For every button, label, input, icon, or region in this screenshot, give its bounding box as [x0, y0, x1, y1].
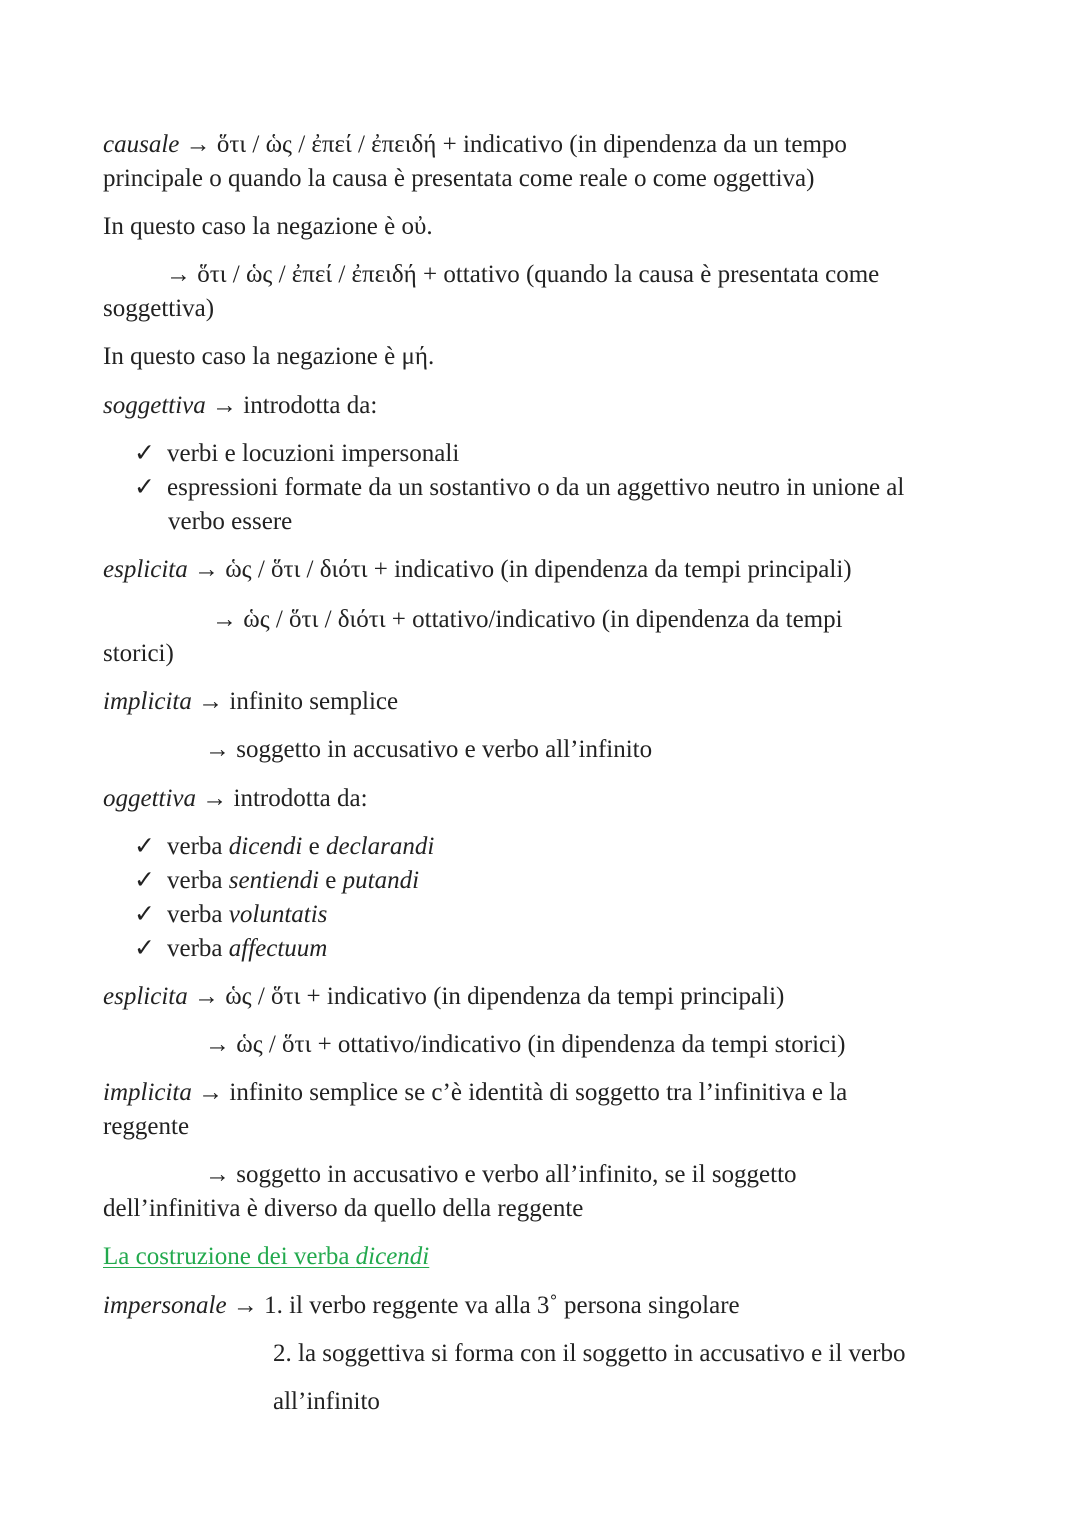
implicita-infinito-text: → infinito semplice: [191, 688, 399, 715]
check-item-italic: putandi: [342, 867, 420, 894]
section-heading-dicendi: [103, 1240, 429, 1274]
section-heading-text: La costruzione dei verba: [103, 1243, 356, 1270]
esplicita-indicativo-text: → ὡς / ὅτι / διότι + indicativo (in dipendenza da tempi principali): [187, 556, 852, 583]
check-item-text: verba: [167, 935, 229, 962]
impersonale-line-1: [103, 1289, 740, 1323]
check-item-text: verbi e locuzioni impersonali: [167, 440, 460, 467]
soggettiva-check-item-1: [134, 437, 459, 471]
oggettiva-implicita-line-1: [103, 1076, 847, 1110]
oggettiva-implicita-line-2b: dell’infinitiva è diverso da quello della reggente: [103, 1195, 584, 1222]
check-item-text: verba: [167, 901, 229, 928]
check-icon: ✓: [134, 833, 155, 860]
causale-line-1: [103, 128, 847, 162]
esplicita-label: esplicita: [103, 556, 188, 583]
soggettiva-implicita-line-2: → soggetto in accusativo e verbo all’infinito: [205, 736, 653, 763]
oggettiva-esplicita-line-2: → ὡς / ὅτι + ottativo/indicativo (in dipendenza da tempi storici): [205, 1031, 846, 1058]
check-item-text: e: [319, 867, 343, 894]
impersonale-step-2-continued: all’infinito: [273, 1388, 380, 1415]
implicita-label: implicita: [103, 688, 192, 715]
implicita-infinito-text: → infinito semplice se c’è identità di soggetto tra l’infinitiva e la: [191, 1079, 848, 1106]
causale-line-2: principale o quando la causa è presentata come reale o come oggettiva): [103, 165, 815, 192]
soggettiva-label: soggettiva: [103, 392, 206, 419]
check-item-text: verba: [167, 867, 229, 894]
check-icon: ✓: [134, 474, 155, 501]
check-item-italic: sentiendi: [228, 867, 320, 894]
check-item-italic: affectuum: [228, 935, 328, 962]
oggettiva-heading-line: [103, 782, 368, 816]
causale-negation-ou: In questo caso la negazione è οὐ.: [103, 213, 433, 240]
oggettiva-check-item-2: [134, 864, 419, 898]
oggettiva-label: oggettiva: [103, 785, 197, 812]
causale-indicativo-text: → ὅτι / ὡς / ἐπεί / ἐπειδή + indicativo (in dipendenza da un tempo: [179, 131, 847, 158]
oggettiva-esplicita-line-1: [103, 980, 784, 1014]
check-item-italic: declarandi: [325, 833, 435, 860]
oggettiva-implicita-line-1b: reggente: [103, 1113, 190, 1140]
check-icon: ✓: [134, 867, 155, 894]
esplicita-label: esplicita: [103, 983, 188, 1010]
causale-label: causale: [103, 131, 180, 158]
soggettiva-check-item-2-continued: verbo essere: [168, 508, 293, 535]
oggettiva-check-item-3: [134, 898, 327, 932]
causale-negation-me: In questo caso la negazione è μή.: [103, 343, 435, 370]
causale-ottativo-line-2: soggettiva): [103, 295, 215, 322]
check-item-text: espressioni formate da un sostantivo o da un aggettivo neutro in unione al: [167, 474, 905, 501]
impersonale-label: impersonale: [103, 1292, 227, 1319]
soggettiva-intro: → introdotta da:: [205, 392, 378, 419]
check-item-text: e: [302, 833, 326, 860]
check-icon: ✓: [134, 935, 155, 962]
soggettiva-esplicita-line-2: → ὡς / ὅτι / διότι + ottativo/indicativo (in dipendenza da tempi: [212, 606, 843, 633]
check-item-italic: dicendi: [228, 833, 303, 860]
soggettiva-implicita-line-1: [103, 685, 398, 719]
oggettiva-check-item-1: [134, 830, 434, 864]
impersonale-step-1: → 1. il verbo reggente va alla 3˚ persona singolare: [226, 1292, 740, 1319]
causale-ottativo-line: → ὅτι / ὡς / ἐπεί / ἐπειδή + ottativo (quando la causa è presentata come: [166, 261, 880, 288]
soggettiva-esplicita-line-1: [103, 553, 852, 587]
section-heading-italic: dicendi: [355, 1243, 430, 1270]
soggettiva-heading-line: [103, 389, 377, 423]
soggettiva-esplicita-line-2b: storici): [103, 640, 174, 667]
impersonale-step-2: 2. la soggettiva si forma con il soggetto in accusativo e il verbo: [273, 1340, 906, 1367]
oggettiva-check-item-4: [134, 932, 327, 966]
implicita-label: implicita: [103, 1079, 192, 1106]
check-item-italic: voluntatis: [228, 901, 328, 928]
esplicita-indicativo-text: → ὡς / ὅτι + indicativo (in dipendenza da tempi principali): [187, 983, 785, 1010]
check-icon: ✓: [134, 440, 155, 467]
check-item-text: verba: [167, 833, 229, 860]
oggettiva-implicita-line-2: → soggetto in accusativo e verbo all’infinito, se il soggetto: [205, 1161, 797, 1188]
oggettiva-intro: → introdotta da:: [196, 785, 368, 812]
check-icon: ✓: [134, 901, 155, 928]
soggettiva-check-item-2: [134, 471, 904, 505]
